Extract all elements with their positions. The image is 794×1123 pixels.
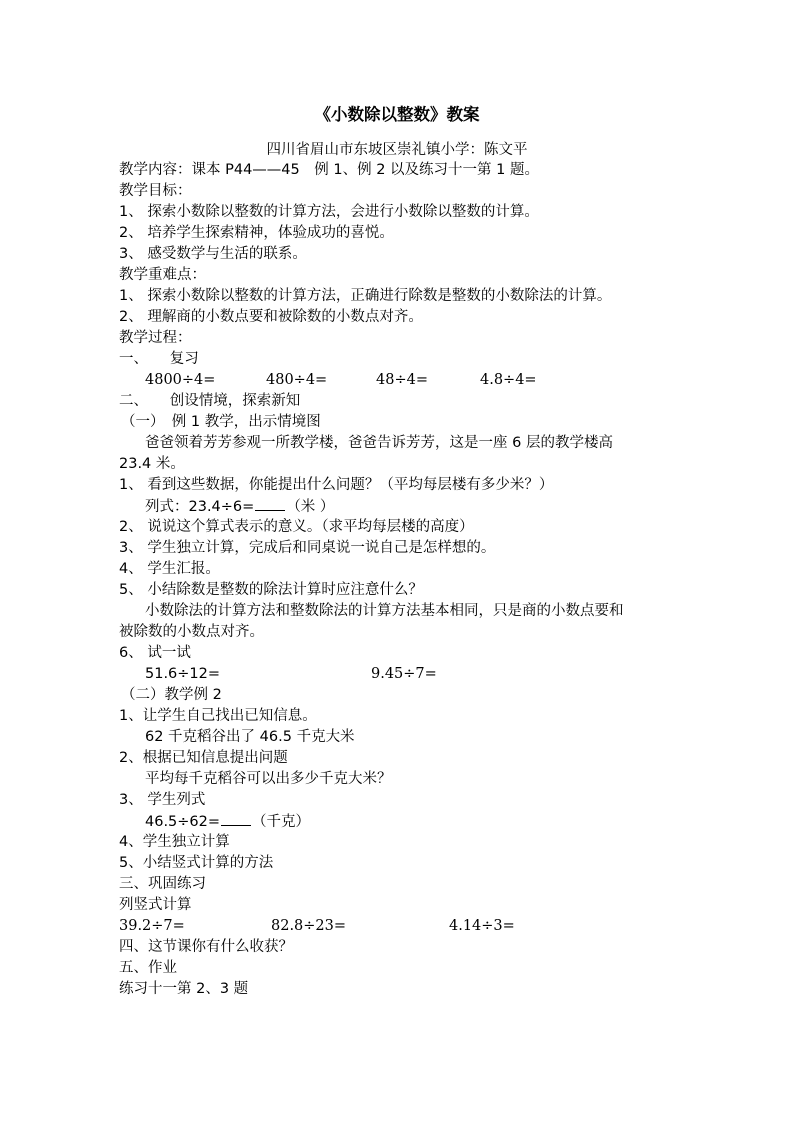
example-one-step: 3、 学生独立计算，完成后和同桌说一说自己是怎样想的。	[119, 540, 496, 556]
goal-item: 2、 培养学生探索精神，体验成功的喜悦。	[119, 225, 394, 241]
section-five-heading: 五、作业	[119, 960, 177, 976]
review-item: 4.8÷4=	[480, 372, 537, 388]
key-point-item: 2、 理解商的小数点要和被除数的小数点对齐。	[119, 309, 423, 325]
example-two-step: 5、小结竖式计算的方法	[119, 855, 274, 871]
example-two-info: 62 千克稻谷出了 46.5 千克大米	[145, 729, 355, 745]
example-two-step: 3、 学生列式	[119, 792, 206, 808]
example-one-step: 2、 说说这个算式表示的意义。（求平均每层楼的高度）	[119, 519, 474, 535]
section-two-heading: 二、 创设情境，探索新知	[119, 393, 301, 409]
goal-item: 1、 探索小数除以整数的计算方法，会进行小数除以整数的计算。	[119, 204, 539, 220]
homework-text: 练习十一第 2、3 题	[119, 981, 249, 997]
practice-item: 4.14÷3=	[449, 918, 515, 934]
example-one-formula	[145, 496, 334, 518]
review-item: 4800÷4=	[145, 372, 216, 388]
practice-item: 82.8÷23=	[271, 918, 347, 934]
author-line: 四川省眉山市东坡区崇礼镇小学：陈文平	[266, 142, 528, 158]
goals-heading: 教学目标：	[119, 183, 192, 199]
formula-expression: 列式：23.4÷6=	[145, 499, 255, 515]
example-one-step: 4、 学生汇报。	[119, 561, 220, 577]
example-one-paragraph: 爸爸领着芳芳参观一所教学楼，爸爸告诉芳芳，这是一座 6 层的教学楼高	[145, 435, 613, 451]
formula-unit: （千克）	[252, 814, 311, 830]
practice-item: 39.2÷7=	[119, 918, 185, 934]
example-one-paragraph-cont: 23.4 米。	[119, 456, 185, 472]
example-one-step: 5、 小结除数是整数的除法计算时应注意什么？	[119, 582, 423, 598]
summary-paragraph-cont: 被除数的小数点对齐。	[119, 624, 264, 640]
section-three-subheading: 列竖式计算	[119, 897, 192, 913]
section-four-heading: 四、这节课你有什么收获？	[119, 939, 293, 955]
try-item: 9.45÷7=	[371, 666, 437, 682]
teaching-content: 教学内容：课本 P44——45 例 1、例 2 以及练习十一第 1 题。	[119, 162, 539, 178]
example-two-heading: （二）教学例 2	[121, 687, 222, 703]
review-heading: 一、 复习	[119, 351, 199, 367]
process-heading: 教学过程：	[119, 330, 192, 346]
example-one-step: 6、 试一试	[119, 645, 191, 661]
review-item: 480÷4=	[266, 372, 328, 388]
formula-expression: 46.5÷62=	[145, 814, 221, 830]
example-two-step: 1、让学生自己找出已知信息。	[119, 708, 317, 724]
document-title: 《小数除以整数》教案	[314, 105, 480, 124]
key-point-item: 1、 探索小数除以整数的计算方法，正确进行除数是整数的小数除法的计算。	[119, 288, 612, 304]
example-one-heading: （一） 例 1 教学，出示情境图	[121, 414, 321, 430]
answer-blank	[255, 496, 285, 511]
section-three-heading: 三、巩固练习	[119, 876, 206, 892]
goal-item: 3、 感受数学与生活的联系。	[119, 246, 307, 262]
try-item: 51.6÷12=	[145, 666, 221, 682]
formula-unit: （米 ）	[286, 499, 335, 515]
answer-blank	[221, 811, 251, 826]
example-two-step: 4、学生独立计算	[119, 834, 230, 850]
example-two-formula	[145, 811, 310, 833]
example-one-question: 1、 看到这些数据，你能提出什么问题？（平均每层楼有多少米？）	[119, 477, 554, 493]
key-points-heading: 教学重难点：	[119, 267, 206, 283]
summary-paragraph: 小数除法的计算方法和整数除法的计算方法基本相同，只是商的小数点要和	[145, 603, 624, 619]
example-two-question: 平均每千克稻谷可以出多少千克大米？	[145, 771, 392, 787]
review-item: 48÷4=	[376, 372, 428, 388]
example-two-step: 2、根据已知信息提出问题	[119, 750, 288, 766]
